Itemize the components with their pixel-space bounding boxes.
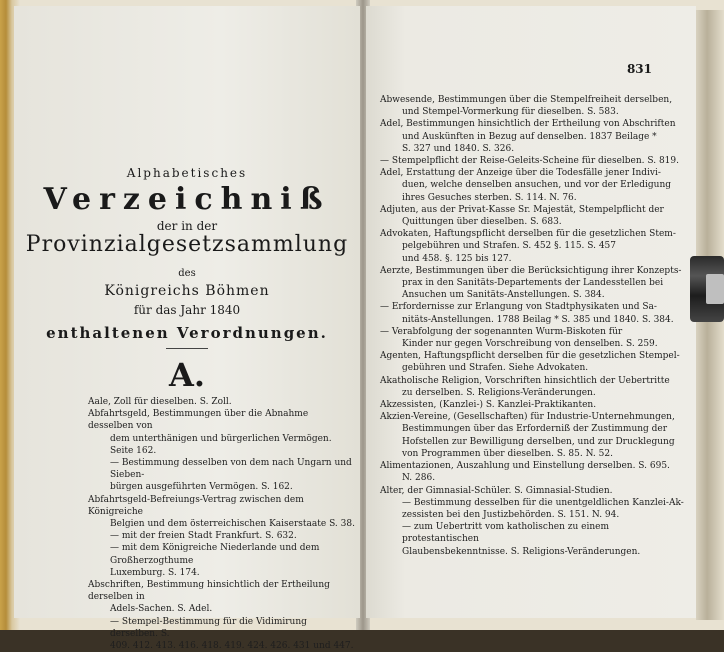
title-line-3: der in der	[156, 219, 218, 233]
entry-line: und 458. §. 125 bis 127.	[402, 253, 512, 264]
title-line-4: Provinzialgesetzsammlung	[25, 232, 349, 257]
entry-line: duen, welche denselben ansuchen, und vor der Erledigung	[402, 180, 672, 191]
entry-line: Adel, Erstattung der Anzeige über die Todesfälle jener Indivi-	[380, 168, 661, 179]
entry-line: prax in den Sanitäts-Departements der Landesstellen bei	[402, 278, 664, 289]
entry-line: — Erfordernisse zur Erlangung von Stadtphysikaten und Sa-	[380, 302, 657, 313]
entry-line: Ansuchen um Sanitäts-Anstellungen. S. 384.	[402, 290, 605, 301]
title-line-8: enthaltenen Verordnungen.	[46, 324, 328, 342]
entry-line: Abschriften, Bestimmung hinsichtlich der Ertheilung derselben in	[88, 580, 330, 603]
entry-line: — Stempelpflicht der Reise-Geleits-Scheine für dieselben. S. 819.	[380, 156, 679, 167]
entry-line: pelgebühren und Strafen. S. 452 §. 115. S. 457	[402, 241, 617, 252]
entry-line: zessisten bei den Justizbehörden. S. 151. N. 94.	[402, 509, 620, 520]
entry-line: — zum Uebertritt vom katholischen zu einem protestantischen	[402, 522, 609, 545]
entry-line: Adels-Sachen. S. Adel.	[110, 604, 213, 615]
entry-line: — Verabfolgung der sogenannten Wurm-Biskoten für	[380, 326, 623, 337]
binder-clip-handle-icon	[706, 274, 724, 304]
entry-line: Agenten, Haftungspflicht derselben für die gesetzlichen Stempel-	[380, 351, 680, 362]
entry-line: Luxemburg. S. 174.	[110, 567, 200, 578]
entry-line: ihres Gesuches sterben. S. 114. N. 76.	[402, 192, 577, 203]
entry-line: — Stempel-Bestimmung für die Vidimirung derselben. S.	[110, 616, 307, 639]
section-letter: A.	[169, 356, 205, 394]
entry-line: Akzessisten, (Kanzlei-) S. Kanzlei-Praktikanten.	[380, 400, 597, 411]
entry-line: Abwesende, Bestimmungen über die Stempelfreiheit derselben,	[380, 95, 673, 105]
entry-line: und Auskünften in Bezug auf denselben. 1837 Beilage *	[402, 131, 657, 142]
entry-line: Alimentazionen, Auszahlung und Einstellung derselben. S. 695.	[380, 461, 670, 472]
entry-line: 409. 412. 413. 416. 418. 419. 424. 426. 431 und 447.	[110, 641, 354, 652]
entry-line: Hofstellen zur Bewilligung derselben, und zur Drucklegung	[402, 436, 675, 447]
title-divider	[166, 348, 208, 349]
entry-line: Adjuten, aus der Privat-Kasse Sr. Majestät, Stempelpflicht der	[380, 204, 664, 215]
entry-line: — Bestimmung desselben von dem nach Ungarn und Sieben-	[110, 458, 352, 481]
entry-line: — mit dem Königreiche Niederlande und dem Großherzogthume	[110, 543, 320, 566]
page-number: 831	[626, 62, 652, 76]
entry-line: Akatholische Religion, Vorschriften hinsichtlich der Uebertritte	[380, 375, 670, 386]
entry-line: — mit der freien Stadt Frankfurt. S. 632.	[110, 531, 297, 542]
title-line-6: Königreichs Böhmen	[104, 283, 270, 299]
left-entries	[88, 396, 356, 652]
entry-line: Abfahrtsgeld, Bestimmungen über die Abnahme desselben von	[88, 409, 309, 432]
title-line-7: für das Jahr 1840	[133, 303, 241, 317]
entry-line: von Programmen über dieselben. S. 85. N. 52.	[402, 448, 613, 459]
entry-line: bürgen ausgeführten Vermögen. S. 162.	[110, 482, 293, 493]
entry-line: Akzien-Vereine, (Gesellschaften) für Industrie-Unternehmungen,	[380, 412, 675, 423]
entry-line: dem unterthänigen und bürgerlichen Vermögen. Seite 162.	[110, 433, 332, 456]
entry-line: Glaubensbekenntnisse. S. Religions-Veränderungen.	[402, 546, 641, 557]
title-line-5: des	[178, 268, 196, 279]
entry-line: Quittungen über dieselben. S. 683.	[402, 217, 562, 228]
left-page	[14, 6, 360, 652]
entry-line: Abfahrtsgeld-Befreiungs-Vertrag zwischen dem Königreiche	[88, 494, 304, 517]
right-entries	[380, 94, 686, 558]
entry-line: Kinder nur gegen Vorschreibung von denselben. S. 259.	[402, 339, 658, 350]
entry-line: zu derselben. S. Religions-Veränderungen.	[402, 387, 596, 398]
entry-line: Aerzte, Bestimmungen über die Berücksichtigung ihrer Konzepts-	[380, 265, 682, 276]
entry-line: Alter, der Gimnasial-Schüler. S. Gimnasial-Studien.	[380, 485, 613, 496]
entry-line: Bestimmungen über das Erforderniß der Zustimmung der	[402, 424, 668, 435]
entry-line: und Stempel-Vormerkung für dieselben. S. 583.	[402, 107, 619, 118]
entry-line: S. 327 und 1840. S. 326.	[402, 143, 515, 154]
right-page	[366, 6, 696, 618]
title-line-1: Alphabetisches	[126, 166, 248, 180]
title-line-2: Verzeichniß	[43, 182, 331, 217]
entry-line: Adel, Bestimmungen hinsichtlich der Ertheilung von Abschriften	[380, 119, 676, 130]
entry-line: nitäts-Anstellungen. 1788 Beilag * S. 385 und 1840. S. 384.	[402, 314, 674, 325]
entry-line: Belgien und dem österreichischen Kaiserstaate S. 38.	[110, 519, 355, 530]
entry-line: Advokaten, Haftungspflicht derselben für die gesetzlichen Stem-	[380, 229, 676, 240]
entry-line: — Bestimmung desselben für die unentgeldlichen Kanzlei-Ak-	[402, 497, 684, 508]
entry-line: N. 286.	[402, 473, 436, 484]
entry-line: gebühren und Strafen. Siehe Advokaten.	[402, 363, 589, 374]
entry-line: Aale, Zoll für dieselben. S. Zoll.	[88, 397, 232, 407]
